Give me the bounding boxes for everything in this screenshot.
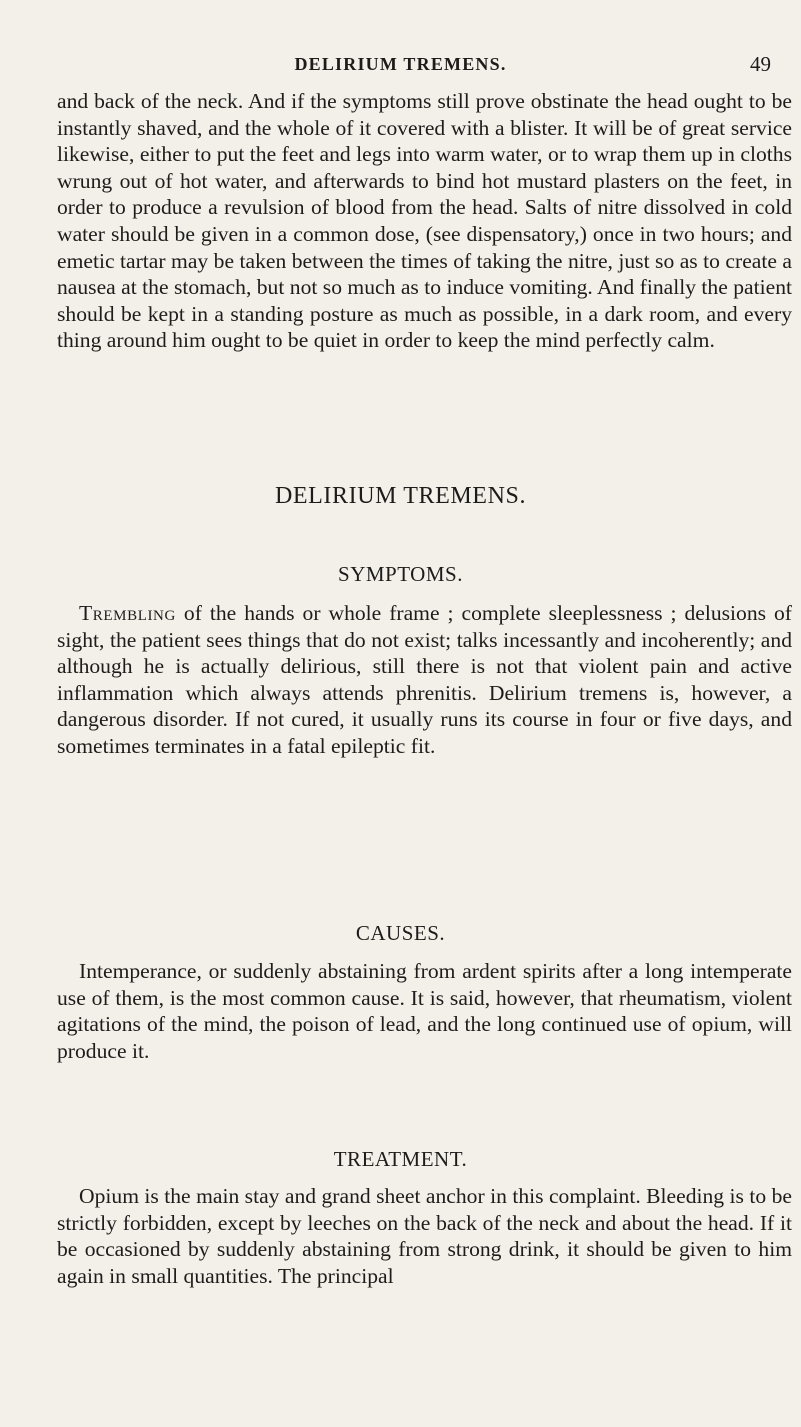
treatment-heading: TREATMENT. <box>333 1147 468 1171</box>
treatment-text: Opium is the main stay and grand sheet anchor in this complaint. Bleeding is to be strictly forbidden, except by leeches on the back of the neck and about the head. If it be occasioned by suddenly abstaining from strong drink, it should be given to him again in small quantities. The principal <box>57 1184 792 1288</box>
continuation-paragraph <box>57 88 792 354</box>
causes-text: Intemperance, or suddenly abstaining from ardent spirits after a long intemperate use of them, is the most common cause. It is said, however, that rheumatism, violent agitations of the mind, the poison of lead, and the long continued use of opium, will produce it. <box>57 959 792 1063</box>
page-number: 49 <box>750 52 771 76</box>
continuation-text: and back of the neck. And if the symptoms still prove obstinate the head ought to be instantly shaved, and the whole of it covered with a blister. It will be of great service likewise, either to put the feet and legs into warm water, or to wrap them up in cloths wrung out of hot water, and afterwards to bind hot mustard plasters on the feet, in order to produce a revulsion of blood from the head. Salts of nitre dissolved in cold water should be given in a common dose, (see dispensatory,) once in two hours; and emetic tartar may be taken between the times of taking the nitre, just so as to create a nausea at the stomach, but not so much as to induce vomiting. And finally the patient should be kept in a standing posture as much as possible, in a dark room, and every thing around him ought to be quiet in order to keep the mind perfectly calm. <box>57 89 792 353</box>
treatment-paragraph <box>57 1183 792 1289</box>
running-title: DELIRIUM TREMENS. <box>294 54 507 74</box>
section-heading: DELIRIUM TREMENS. <box>274 483 527 509</box>
symptoms-text-block <box>57 600 792 760</box>
running-head <box>0 54 801 78</box>
symptoms-paragraph <box>57 600 792 760</box>
symptoms-lead-word: Trembling <box>79 601 176 625</box>
causes-paragraph <box>57 958 792 1064</box>
symptoms-heading: SYMPTOMS. <box>338 562 463 586</box>
causes-heading: CAUSES. <box>355 921 446 945</box>
symptoms-text: of the hands or whole frame ; complete sleeplessness ; delusions of sight, the patient sees things that do not exist; talks incessantly and incoherently; and although he is actually delirious, still there is not that violent pain and active inflammation which always attends phrenitis. Delirium tremens is, however, a dangerous disorder. If not cured, it usually runs its course in four or five days, and sometimes terminates in a fatal epileptic fit. <box>57 601 792 758</box>
